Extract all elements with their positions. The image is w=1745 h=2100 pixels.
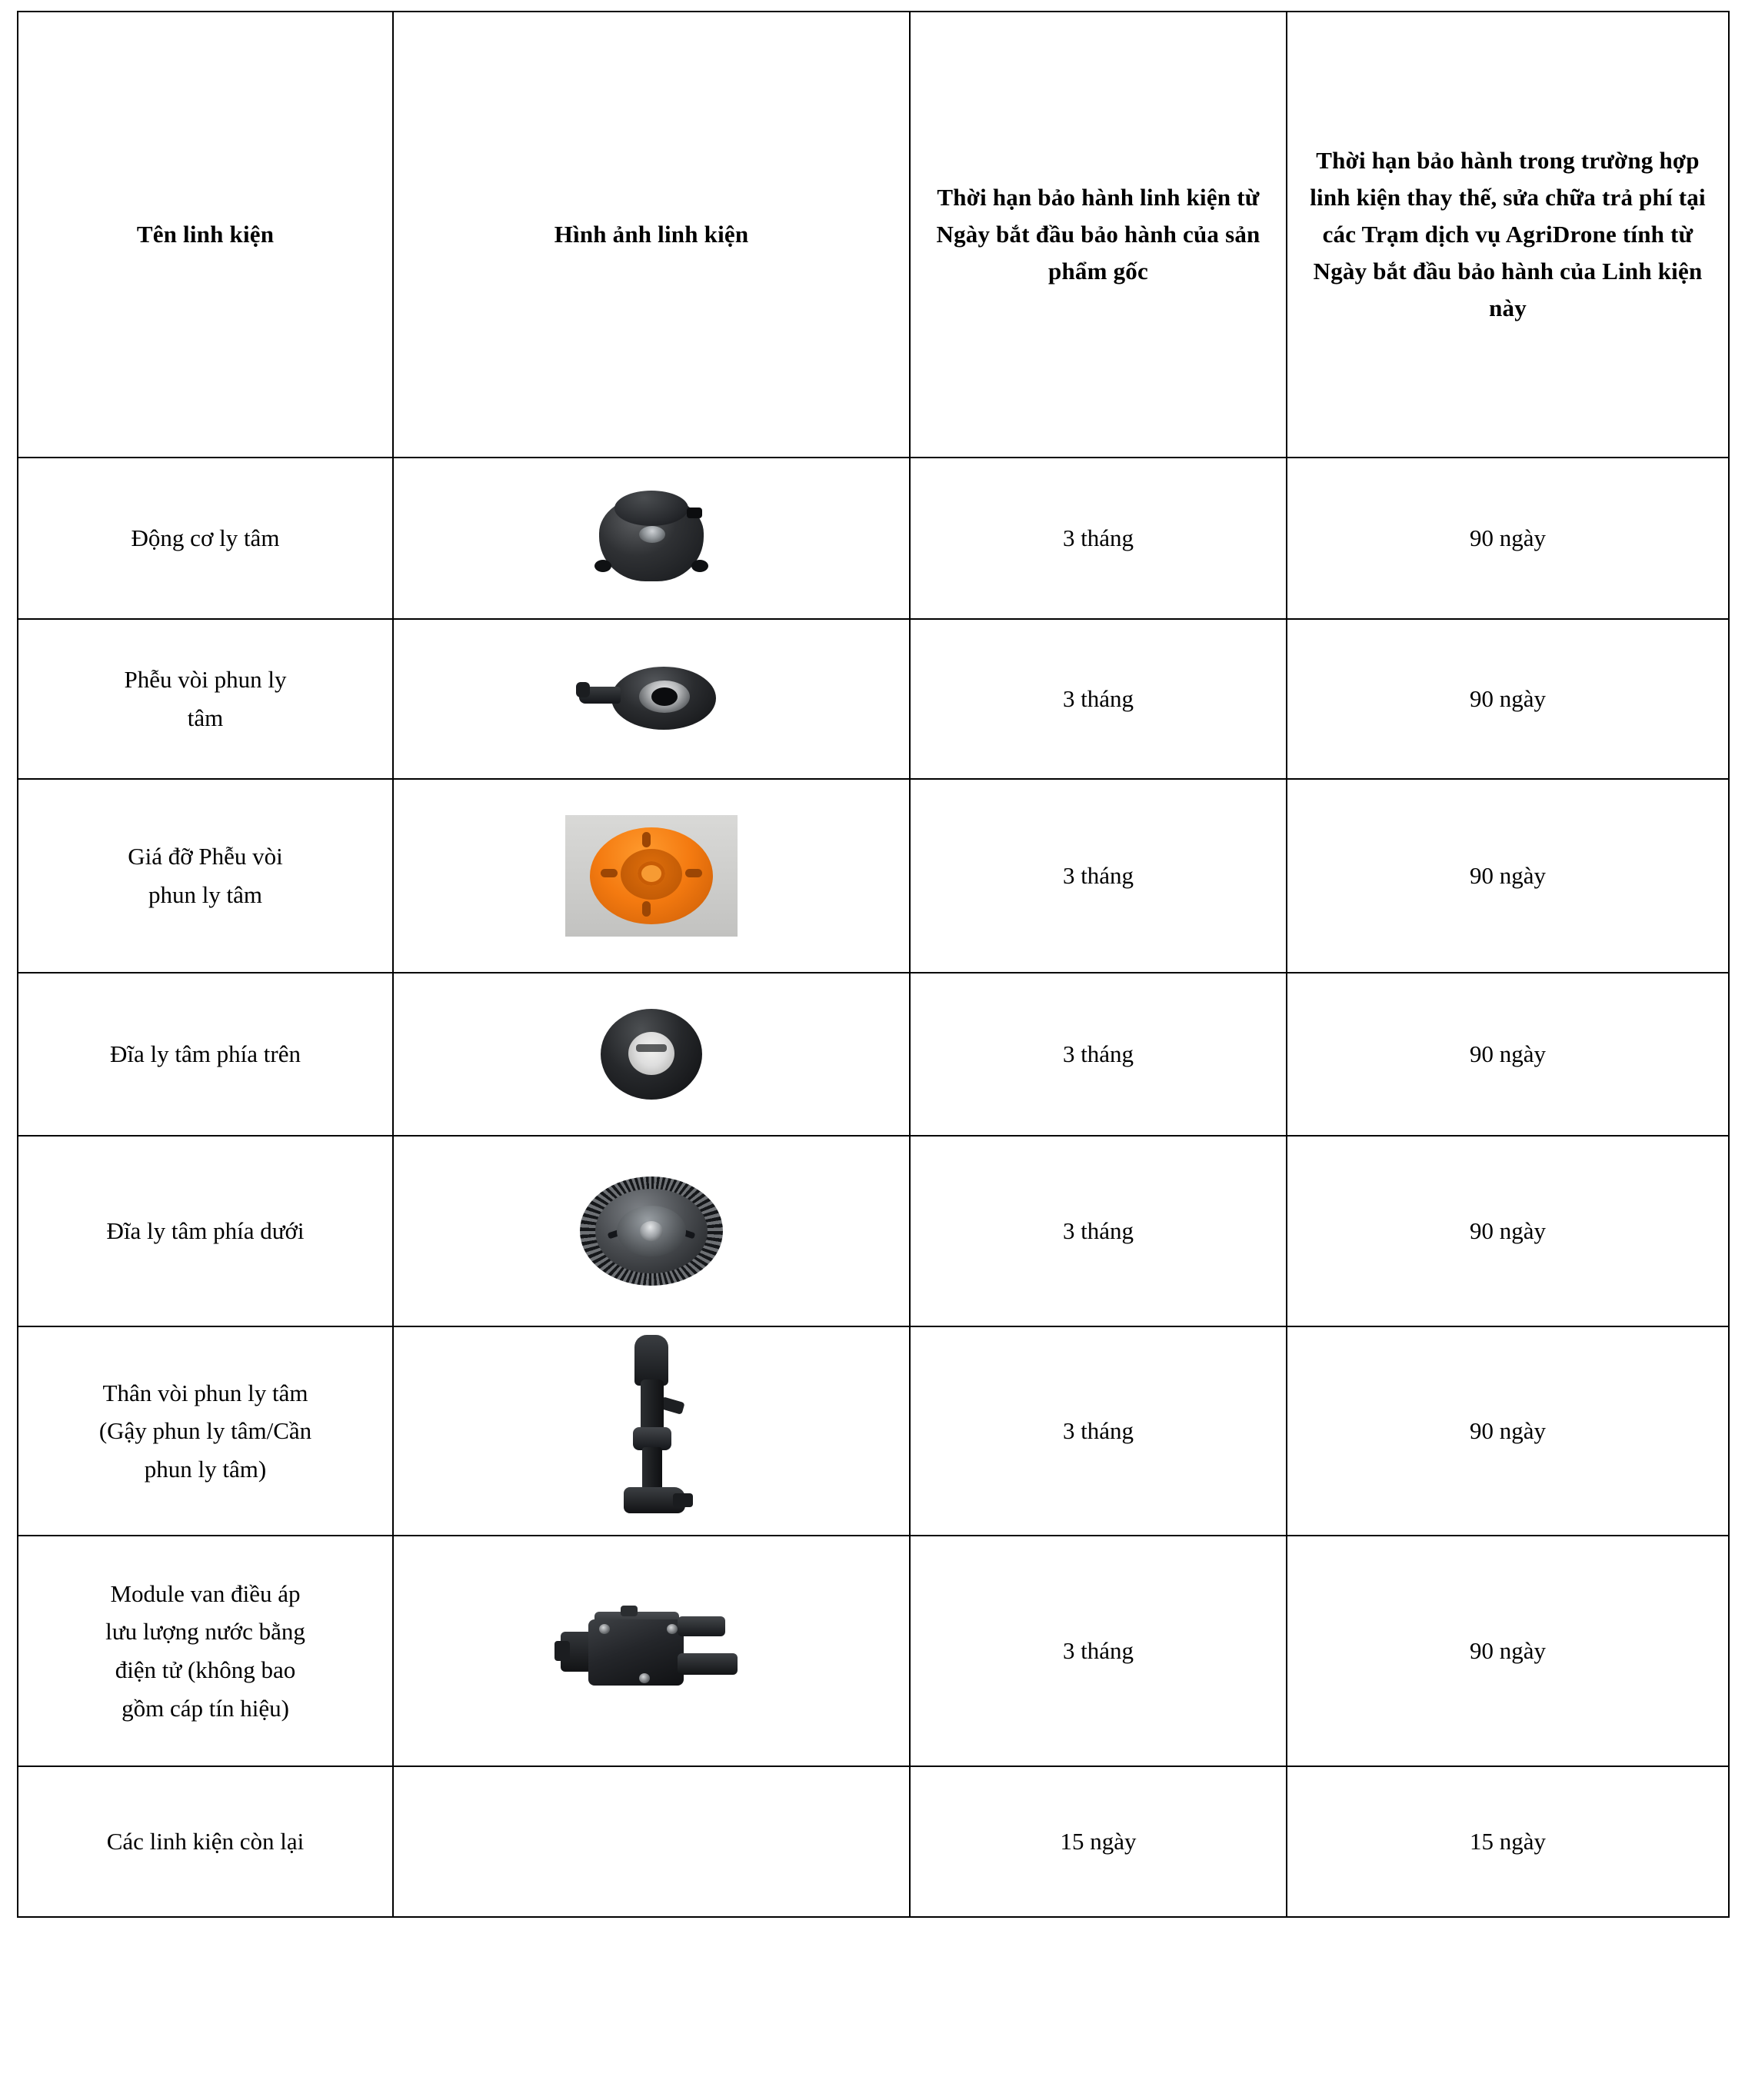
bracket-center-hub — [638, 861, 665, 886]
cell-part-name — [18, 458, 393, 619]
valve-inlet-port — [678, 1616, 725, 1636]
cell-original-warranty: 3 tháng — [910, 1326, 1287, 1536]
cell-part-name — [18, 1766, 393, 1917]
part-name-line: Phễu vòi phun ly — [124, 666, 287, 694]
cell-part-name — [18, 1326, 393, 1536]
cell-replacement-warranty: 90 ngày — [1287, 779, 1729, 973]
part-name-line: tâm — [187, 704, 224, 731]
part-name-line: Động cơ ly tâm — [131, 524, 280, 552]
image-wrapper — [398, 1009, 904, 1100]
table-body — [18, 458, 1729, 1917]
cell-original-warranty: 3 tháng — [910, 1536, 1287, 1766]
image-wrapper — [398, 486, 904, 591]
funnel-spout-tip — [576, 682, 590, 697]
column-header-part-image: Hình ảnh linh kiện — [393, 12, 910, 458]
valve-outlet-port — [678, 1653, 738, 1675]
funnel-center-hole — [651, 687, 678, 706]
centrifugal-nozzle-body-photo — [607, 1335, 696, 1527]
table-header — [18, 12, 1729, 458]
upper-centrifugal-disc-photo — [601, 1009, 702, 1100]
valve-screw — [639, 1673, 650, 1683]
table-row — [18, 458, 1729, 619]
part-name-line: phun ly tâm) — [144, 1455, 267, 1483]
bracket-slot — [642, 832, 651, 847]
cell-original-warranty: 15 ngày — [910, 1766, 1287, 1917]
image-wrapper — [398, 1335, 904, 1527]
cell-part-name — [18, 1136, 393, 1326]
valve-top-nub — [621, 1606, 638, 1616]
cell-replacement-warranty: 90 ngày — [1287, 1136, 1729, 1326]
warranty-parts-table — [17, 11, 1730, 1918]
motor-mount-lug — [594, 560, 611, 572]
part-name-line: Giá đỡ Phễu vòi — [128, 843, 283, 870]
table-row — [18, 1536, 1729, 1766]
cell-replacement-warranty: 90 ngày — [1287, 1536, 1729, 1766]
cell-part-image — [393, 1536, 910, 1766]
table-header-row — [18, 12, 1729, 458]
image-wrapper — [398, 1593, 904, 1709]
image-wrapper — [398, 1176, 904, 1286]
bracket-slot — [685, 869, 702, 877]
part-name-line: Đĩa ly tâm phía trên — [110, 1040, 301, 1068]
cell-part-image — [393, 1326, 910, 1536]
motor-mount-lug — [691, 560, 708, 572]
table-row — [18, 1766, 1729, 1917]
image-wrapper — [398, 815, 904, 937]
cell-original-warranty: 3 tháng — [910, 973, 1287, 1136]
motor-top-cap — [614, 491, 688, 526]
nozzle-head — [634, 1335, 668, 1386]
valve-screw — [667, 1624, 678, 1634]
part-name-line: Module van điều áp — [110, 1579, 301, 1607]
cell-part-image — [393, 1766, 910, 1917]
bracket-slot — [601, 869, 618, 877]
image-wrapper — [398, 662, 904, 736]
part-name-line: (Gậy phun ly tâm/Cần — [98, 1417, 312, 1445]
cell-replacement-warranty: 90 ngày — [1287, 458, 1729, 619]
part-name-line: Các linh kiện còn lại — [106, 1828, 305, 1855]
cell-part-name — [18, 779, 393, 973]
centrifugal-nozzle-funnel-bracket-photo — [565, 815, 738, 937]
cell-replacement-warranty: 90 ngày — [1287, 1326, 1729, 1536]
column-header-original-warranty: Thời hạn bảo hành linh kiện từ Ngày bắt đầu bảo hành của sản phẩm gốc — [910, 12, 1287, 458]
disc-label-mark — [636, 1044, 667, 1052]
cell-replacement-warranty: 90 ngày — [1287, 973, 1729, 1136]
cell-part-image — [393, 1136, 910, 1326]
part-name-line: Thân vòi phun ly tâm — [102, 1379, 308, 1406]
cell-original-warranty: 3 tháng — [910, 619, 1287, 779]
cell-replacement-warranty: 90 ngày — [1287, 619, 1729, 779]
motor-notch — [687, 508, 702, 518]
disc-hub — [640, 1221, 663, 1241]
part-name-line: Đĩa ly tâm phía dưới — [106, 1217, 305, 1245]
cell-part-image — [393, 458, 910, 619]
valve-screw — [599, 1624, 610, 1634]
table-row — [18, 619, 1729, 779]
column-header-part-name: Tên linh kiện — [18, 12, 393, 458]
cell-part-image — [393, 973, 910, 1136]
part-name-line: phun ly tâm — [148, 881, 263, 908]
table-row — [18, 973, 1729, 1136]
table-row — [18, 1326, 1729, 1536]
motor-shaft-hub — [639, 526, 665, 543]
lower-centrifugal-disc-photo — [580, 1176, 723, 1286]
cell-replacement-warranty: 15 ngày — [1287, 1766, 1729, 1917]
centrifugal-nozzle-funnel-photo — [576, 662, 727, 736]
table-row — [18, 1136, 1729, 1326]
centrifugal-motor-photo — [594, 486, 708, 591]
cell-original-warranty: 3 tháng — [910, 1136, 1287, 1326]
part-name-line: điện tử (không bao — [115, 1656, 296, 1683]
cell-part-name — [18, 619, 393, 779]
disc-center-bore — [628, 1032, 674, 1075]
cell-part-name — [18, 1536, 393, 1766]
part-name-line: lưu lượng nước bằng — [105, 1618, 305, 1646]
table-row — [18, 779, 1729, 973]
valve-connector-plug — [554, 1641, 570, 1661]
cell-original-warranty: 3 tháng — [910, 458, 1287, 619]
nozzle-outlet-tip — [673, 1493, 693, 1507]
column-header-replacement-warranty: Thời hạn bảo hành trong trường hợp linh kiện thay thế, sửa chữa trả phí tại các Trạm dịch vụ AgriDrone tính từ Ngày bắt đầu bảo hành của Linh kiện này — [1287, 12, 1729, 458]
cell-part-image — [393, 779, 910, 973]
cell-part-name — [18, 973, 393, 1136]
cell-part-image — [393, 619, 910, 779]
electronic-pressure-valve-module-photo — [554, 1593, 748, 1709]
bracket-slot — [642, 901, 651, 917]
part-name-line: gồm cáp tín hiệu) — [122, 1694, 289, 1722]
cell-original-warranty: 3 tháng — [910, 779, 1287, 973]
